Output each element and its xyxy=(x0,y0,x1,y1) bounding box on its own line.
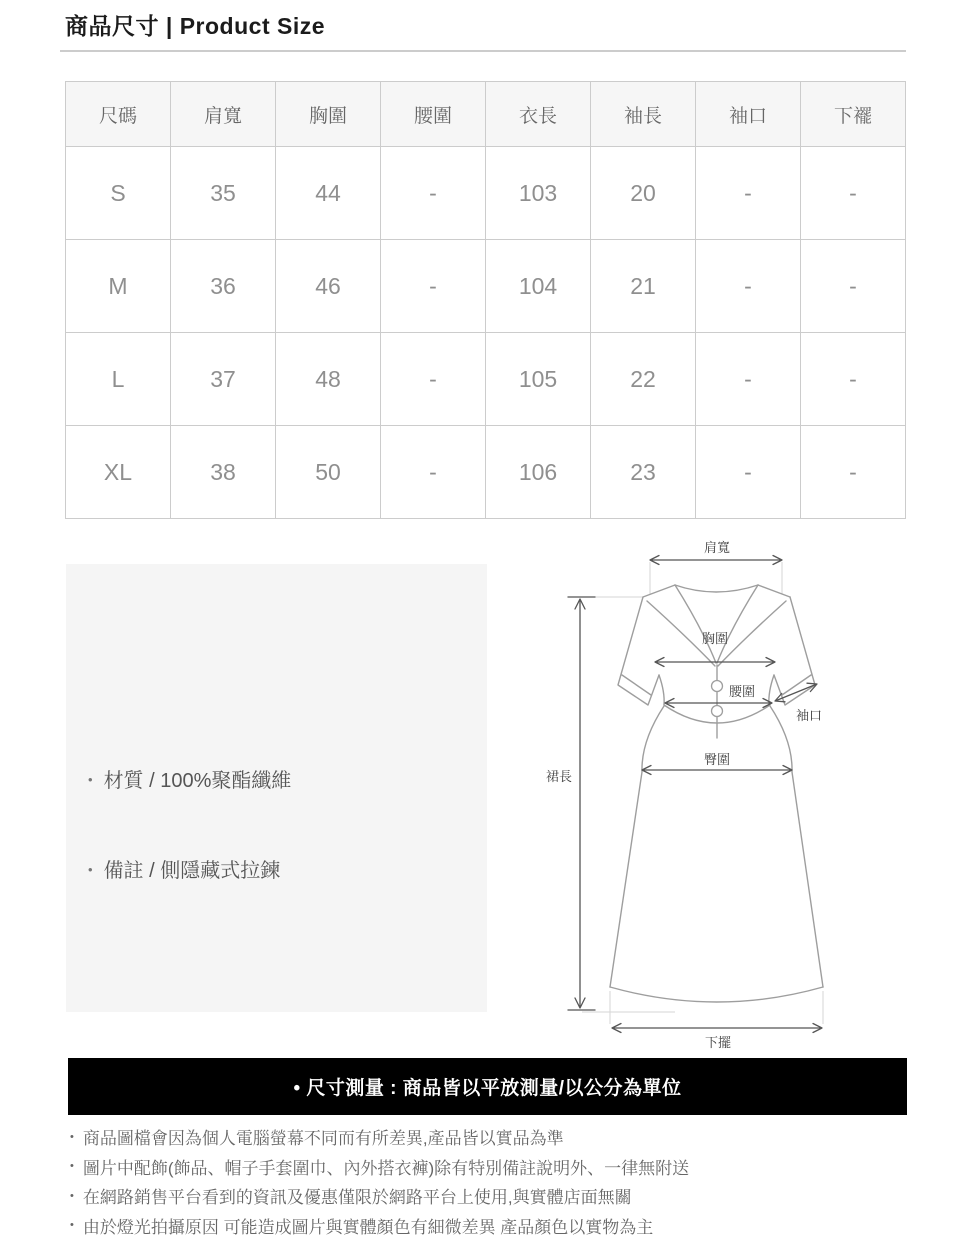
diagram-label-waist: 腰圍 xyxy=(728,684,756,699)
measure-cell: - xyxy=(381,240,486,333)
measurement-arrows xyxy=(568,556,822,1033)
bullet-icon: • xyxy=(88,862,93,877)
measure-cell: - xyxy=(801,240,906,333)
measure-cell: 23 xyxy=(591,426,696,519)
measure-cell: - xyxy=(381,426,486,519)
measure-cell: 46 xyxy=(276,240,381,333)
col-header-bust: 胸圍 xyxy=(276,82,381,147)
size-label: L xyxy=(66,333,171,426)
diagram-label-skirt-length: 裙長 xyxy=(545,769,573,784)
note-text: 圖片中配飾(飾品、帽子手套圍巾、內外搭衣褲)除有特別備註說明外、一律無附送 xyxy=(82,1158,690,1178)
size-table-header-row xyxy=(66,82,906,147)
size-label: S xyxy=(66,147,171,240)
col-header-waist: 腰圍 xyxy=(381,82,486,147)
col-header-length: 衣長 xyxy=(486,82,591,147)
remark-line xyxy=(88,854,280,883)
measure-cell: 48 xyxy=(276,333,381,426)
measure-cell: 20 xyxy=(591,147,696,240)
diagram-label-bust: 胸圍 xyxy=(701,631,729,646)
note-text: 由於燈光拍攝原因 可能造成圖片與實體顏色有細微差異 產品顏色以實物為主 xyxy=(82,1217,654,1237)
material-text: 材質 / 100%聚酯纖維 xyxy=(103,770,292,792)
remark-text: 備註 / 側隱藏式拉鍊 xyxy=(103,860,281,882)
bullet-icon: • xyxy=(70,1160,74,1173)
col-header-shoulder: 肩寬 xyxy=(171,82,276,147)
measure-cell: - xyxy=(381,147,486,240)
dress-measurement-diagram xyxy=(525,535,945,1055)
measure-cell: 106 xyxy=(486,426,591,519)
note-text: 在網路銷售平台看到的資訊及優惠僅限於網路平台上使用,與實體店面無關 xyxy=(82,1188,632,1208)
diagram-label-cuff: 袖口 xyxy=(795,708,823,723)
measure-cell: 38 xyxy=(171,426,276,519)
measure-cell: - xyxy=(696,147,801,240)
table-row-s xyxy=(66,147,906,240)
footer-notes xyxy=(70,1122,689,1240)
col-header-size: 尺碼 xyxy=(66,82,171,147)
diagram-label-shoulder: 肩寬 xyxy=(703,540,731,555)
col-header-cuff: 袖口 xyxy=(696,82,801,147)
size-label: M xyxy=(66,240,171,333)
size-table xyxy=(65,81,906,519)
size-label: XL xyxy=(66,426,171,519)
measure-cell: - xyxy=(801,333,906,426)
measurement-note-banner xyxy=(68,1058,907,1115)
bullet-icon: • xyxy=(70,1219,74,1232)
measure-cell: - xyxy=(801,426,906,519)
title-divider xyxy=(60,50,906,52)
measure-cell: 37 xyxy=(171,333,276,426)
measure-cell: - xyxy=(696,240,801,333)
page-title: 商品尺寸 | Product Size xyxy=(65,13,326,39)
measure-cell: 104 xyxy=(486,240,591,333)
table-row-m xyxy=(66,240,906,333)
diagram-label-hem: 下擺 xyxy=(704,1035,732,1050)
note-text: 商品圖檔會因為個人電腦螢幕不同而有所差異,產品皆以實品為準 xyxy=(82,1129,564,1149)
measure-cell: 105 xyxy=(486,333,591,426)
table-row-l xyxy=(66,333,906,426)
note-line xyxy=(70,1211,689,1241)
bullet-icon: • xyxy=(70,1189,74,1202)
table-row-xl xyxy=(66,426,906,519)
bullet-icon: • xyxy=(88,772,93,787)
measure-cell: 50 xyxy=(276,426,381,519)
measure-cell: 22 xyxy=(591,333,696,426)
diagram-label-hip: 臀圍 xyxy=(703,752,731,767)
measure-cell: 21 xyxy=(591,240,696,333)
note-line xyxy=(70,1122,689,1152)
note-line xyxy=(70,1181,689,1211)
measure-cell: - xyxy=(696,426,801,519)
measure-cell: - xyxy=(381,333,486,426)
measure-cell: 44 xyxy=(276,147,381,240)
note-line xyxy=(70,1152,689,1182)
measure-cell: 36 xyxy=(171,240,276,333)
dress-outline xyxy=(610,585,823,1002)
bullet-icon: • xyxy=(70,1130,74,1143)
banner-text: • 尺寸測量 : 商品皆以平放測量/以公分為單位 xyxy=(293,1078,682,1099)
measure-cell: 103 xyxy=(486,147,591,240)
measure-cell: 35 xyxy=(171,147,276,240)
measure-cell: - xyxy=(801,147,906,240)
measure-cell: - xyxy=(696,333,801,426)
col-header-hem: 下襬 xyxy=(801,82,906,147)
product-info-panel xyxy=(66,564,487,1012)
col-header-sleeve: 袖長 xyxy=(591,82,696,147)
material-line xyxy=(88,764,291,793)
